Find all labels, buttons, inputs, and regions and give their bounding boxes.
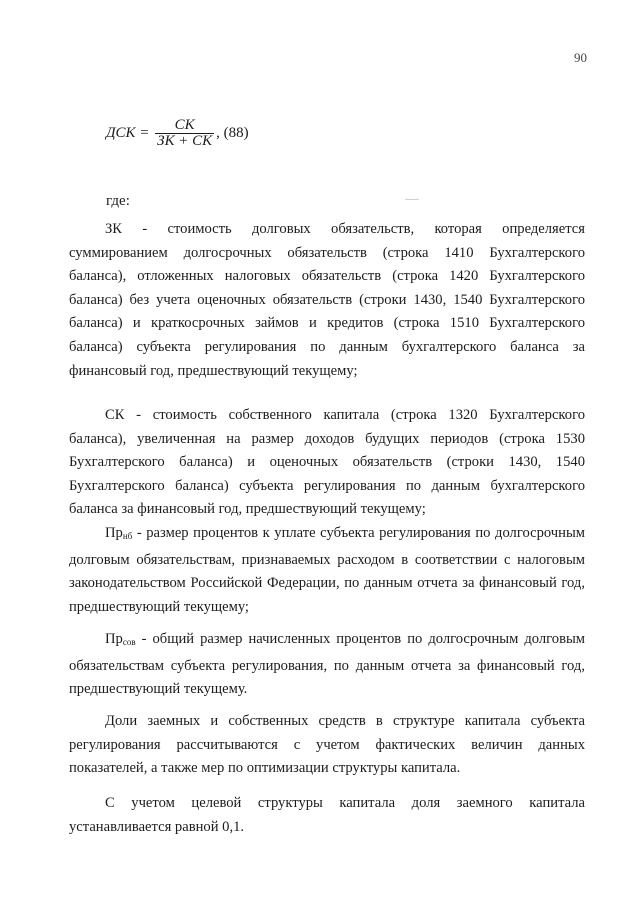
definition-pr-nb-text: - размер процентов к уплате субъекта регулирования по долгосрочным долговым обязательствам, признаваемых расходом в соответствии с налоговым законодательством Российской Федерации, по данным отчета за финансовый год, предшествующий текущему; [69, 525, 585, 615]
formula-equals: = [135, 125, 150, 141]
where-label: где: [106, 193, 130, 209]
formula-lhs: ДСК [106, 125, 136, 141]
definition-pr-sov [69, 628, 585, 702]
symbol-pr-sov: Пр [105, 631, 123, 647]
subscript-nb: нб [122, 531, 133, 541]
definition-zk: ЗК - стоимость долговых обязательств, которая определяется суммированием долгосрочных обязательств (строка 1410 Бухгалтерского баланса), отложенных налоговых обязательств (строка 1420 Бухгалтерского баланса) без учета оценочных обязательств (строки 1430, 1540 Бухгалтерского баланса) и краткосрочных займов и кредитов (строка 1510 Бухгалтерского баланса) субъекта регулирования по данным бухгалтерского баланса за финансовый год, предшествующий текущему; [69, 221, 585, 379]
formula-fraction [155, 118, 214, 149]
formula-denominator: ЗК + СК [157, 133, 213, 149]
page-number: 90 [574, 50, 587, 65]
paragraph-capital-shares: Доли заемных и собственных средств в структуре капитала субъекта регулирования рассчитываются с учетом фактических величин данных показателей, а также мер по оптимизации структуры капитала. [69, 713, 585, 777]
definition-pr-nb [69, 522, 585, 619]
definition-sk: СК - стоимость собственного капитала (строка 1320 Бухгалтерского баланса), увеличенная на размер доходов будущих периодов (строка 1530 Бухгалтерского баланса) и оценочных обязательств (строки 1430, 1540 Бухгалтерского баланса) субъекта регулирования по данным бухгалтерского баланса за финансовый год, предшествующий текущему; [69, 407, 585, 518]
definition-pr-sov-text: - общий размер начисленных процентов по долгосрочным долговым обязательствам субъекта регулирования, по данным отчета за финансовый год, предшествующий текущему. [69, 631, 585, 698]
formula-numerator: СК [155, 118, 214, 134]
formula-88 [106, 118, 249, 149]
symbol-pr-nb: Пр [105, 525, 123, 541]
scan-speck [405, 199, 419, 200]
formula-number: , (88) [216, 125, 249, 141]
paragraph-target-structure: С учетом целевой структуры капитала доля заемного капитала устанавливается равной 0,1. [69, 795, 585, 835]
subscript-sov: сов [122, 637, 136, 647]
